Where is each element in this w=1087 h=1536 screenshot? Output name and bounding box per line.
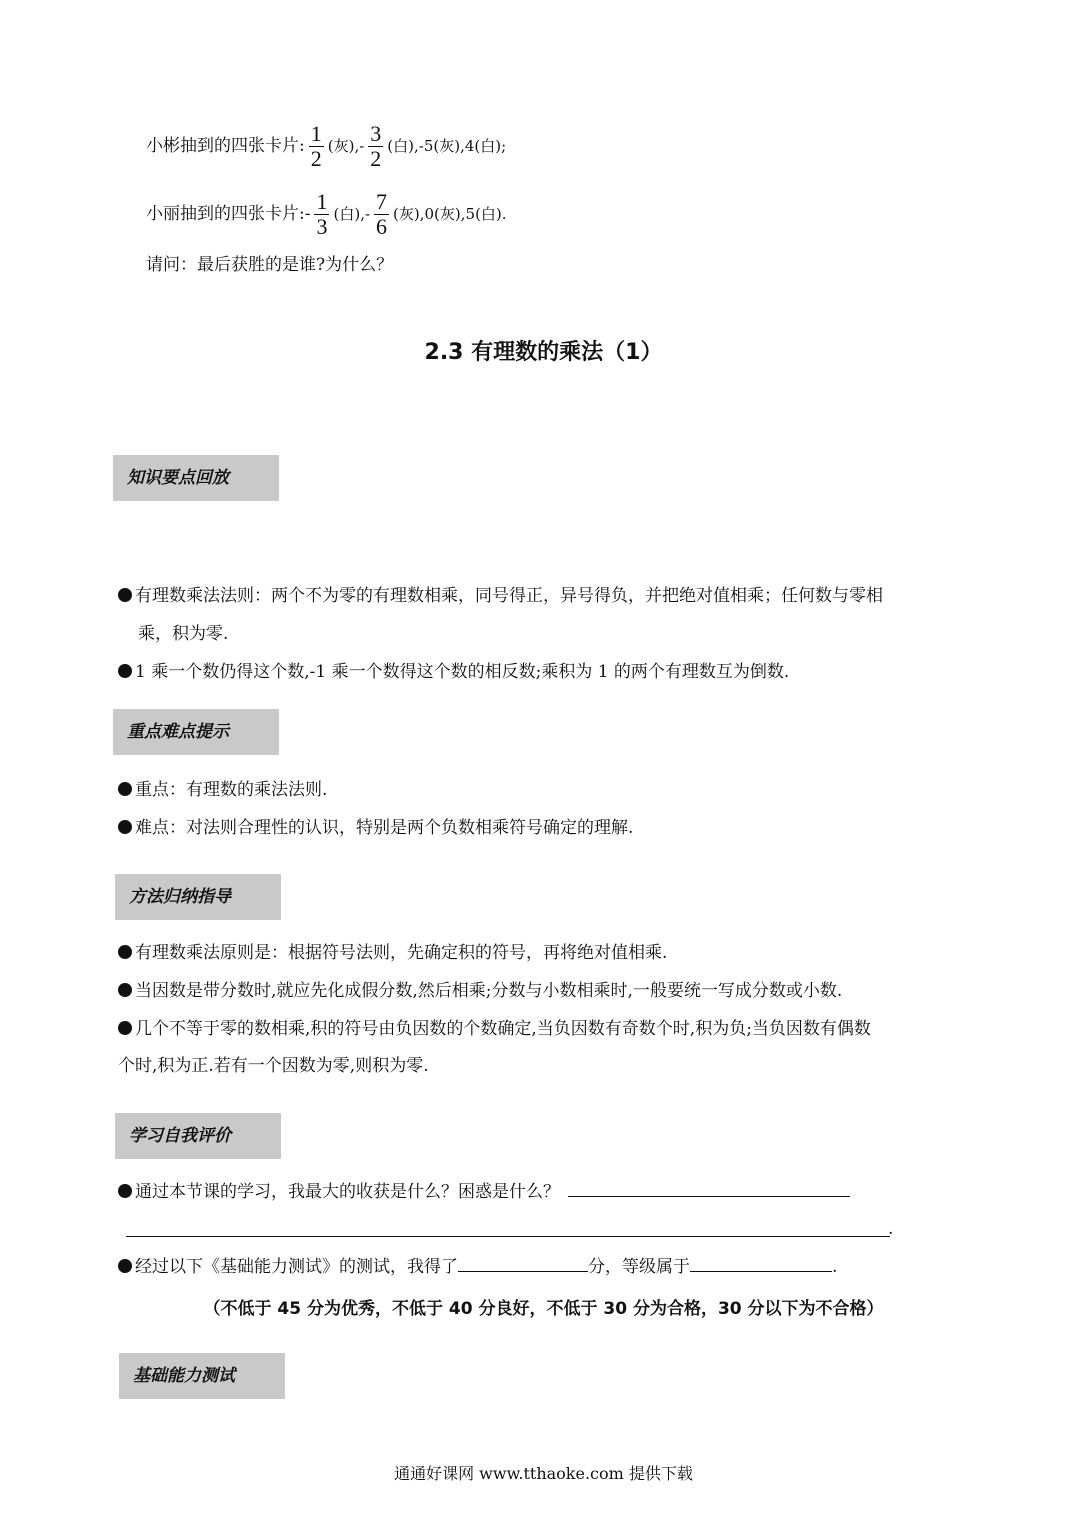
card-line-xiaoli: 小丽抽到的四张卡片:- $\frac{1}{3}$ (白),- $\frac{7}{6}$ (灰),0(灰),5(白).	[146, 189, 507, 239]
method-bullet-2: 当因数是带分数时,就应先化成假分数,然后相乘;分数与小数相乘时,一般要统一写成分数或小数.	[118, 978, 842, 1004]
bullet-dot-icon	[118, 820, 132, 834]
bullet-dot-icon	[118, 945, 132, 959]
review-bullet-2: 1 乘一个数仍得这个数,-1 乘一个数得这个数的相反数;乘积为 1 的两个有理数互为倒数.	[118, 659, 789, 685]
review-bullet-1: 有理数乘法法则：两个不为零的有理数相乘，同号得正，异号得负，并把绝对值相乘；任何数与零相	[118, 583, 883, 609]
section-header-key: 重点难点提示	[113, 709, 279, 755]
bullet-dot-icon	[118, 588, 132, 602]
bullet-dot-icon	[118, 1021, 132, 1035]
key-bullet-2: 难点：对法则合理性的认识，特别是两个负数相乘符号确定的理解.	[118, 815, 633, 841]
method-bullet-3-cont: 个时,积为正.若有一个因数为零,则积为零.	[118, 1056, 429, 1076]
section-header-review: 知识要点回放	[113, 455, 279, 501]
fraction: $\frac{3}{2}$	[370, 121, 382, 171]
key-bullet-1: 重点：有理数的乘法法则.	[118, 777, 327, 803]
bullet-dot-icon	[118, 664, 132, 678]
section-header-self: 学习自我评价	[115, 1113, 281, 1159]
fraction: $\frac{1}{2}$	[310, 121, 322, 171]
fraction: $\frac{1}{3}$	[316, 189, 328, 239]
page-footer: 通通好课网 www.tthaoke.com 提供下载	[394, 1464, 693, 1483]
method-bullet-1: 有理数乘法原则是：根据符号法则，先确定积的符号，再将绝对值相乘.	[118, 940, 667, 966]
grading-note: （不低于 45 分为优秀，不低于 40 分良好，不低于 30 分为合格，30 分以下为不合格）	[203, 1299, 884, 1319]
bullet-dot-icon	[118, 782, 132, 796]
bullet-dot-icon	[118, 1259, 132, 1273]
card-line-prefix: 小彬抽到的四张卡片:	[146, 136, 305, 156]
review-bullet-1-cont: 乘，积为零.	[138, 624, 229, 644]
self-bullet-1: 通过本节课的学习，我最大的收获是什么？困惑是什么？	[118, 1178, 850, 1205]
grade-blank[interactable]	[690, 1253, 832, 1272]
page-title: 2.3 有理数的乘法（1）	[424, 340, 663, 365]
bullet-dot-icon	[118, 983, 132, 997]
question-text: 请问：最后获胜的是谁?为什么？	[146, 255, 394, 275]
line-end-period: .	[888, 1219, 894, 1239]
card-line-xiaobin: 小彬抽到的四张卡片: $\frac{1}{2}$ (灰),- $\frac{3}{2}$ (白),-5(灰),4(白);	[146, 121, 507, 171]
section-header-test: 基础能力测试	[119, 1353, 285, 1399]
fraction: $\frac{7}{6}$	[376, 189, 388, 239]
answer-blank-line[interactable]	[126, 1216, 890, 1237]
section-header-method: 方法归纳指导	[115, 874, 281, 920]
method-bullet-3: 几个不等于零的数相乘,积的符号由负因数的个数确定,当负因数有奇数个时,积为负;当负因数有偶数	[118, 1016, 871, 1042]
self-bullet-2: 经过以下《基础能力测试》的测试，我得了 分，等级属于 .	[118, 1253, 837, 1280]
card-line-prefix: 小丽抽到的四张卡片:-	[146, 204, 311, 224]
answer-blank-harvest[interactable]	[568, 1178, 850, 1197]
score-blank[interactable]	[458, 1253, 588, 1272]
bullet-dot-icon	[118, 1184, 132, 1198]
